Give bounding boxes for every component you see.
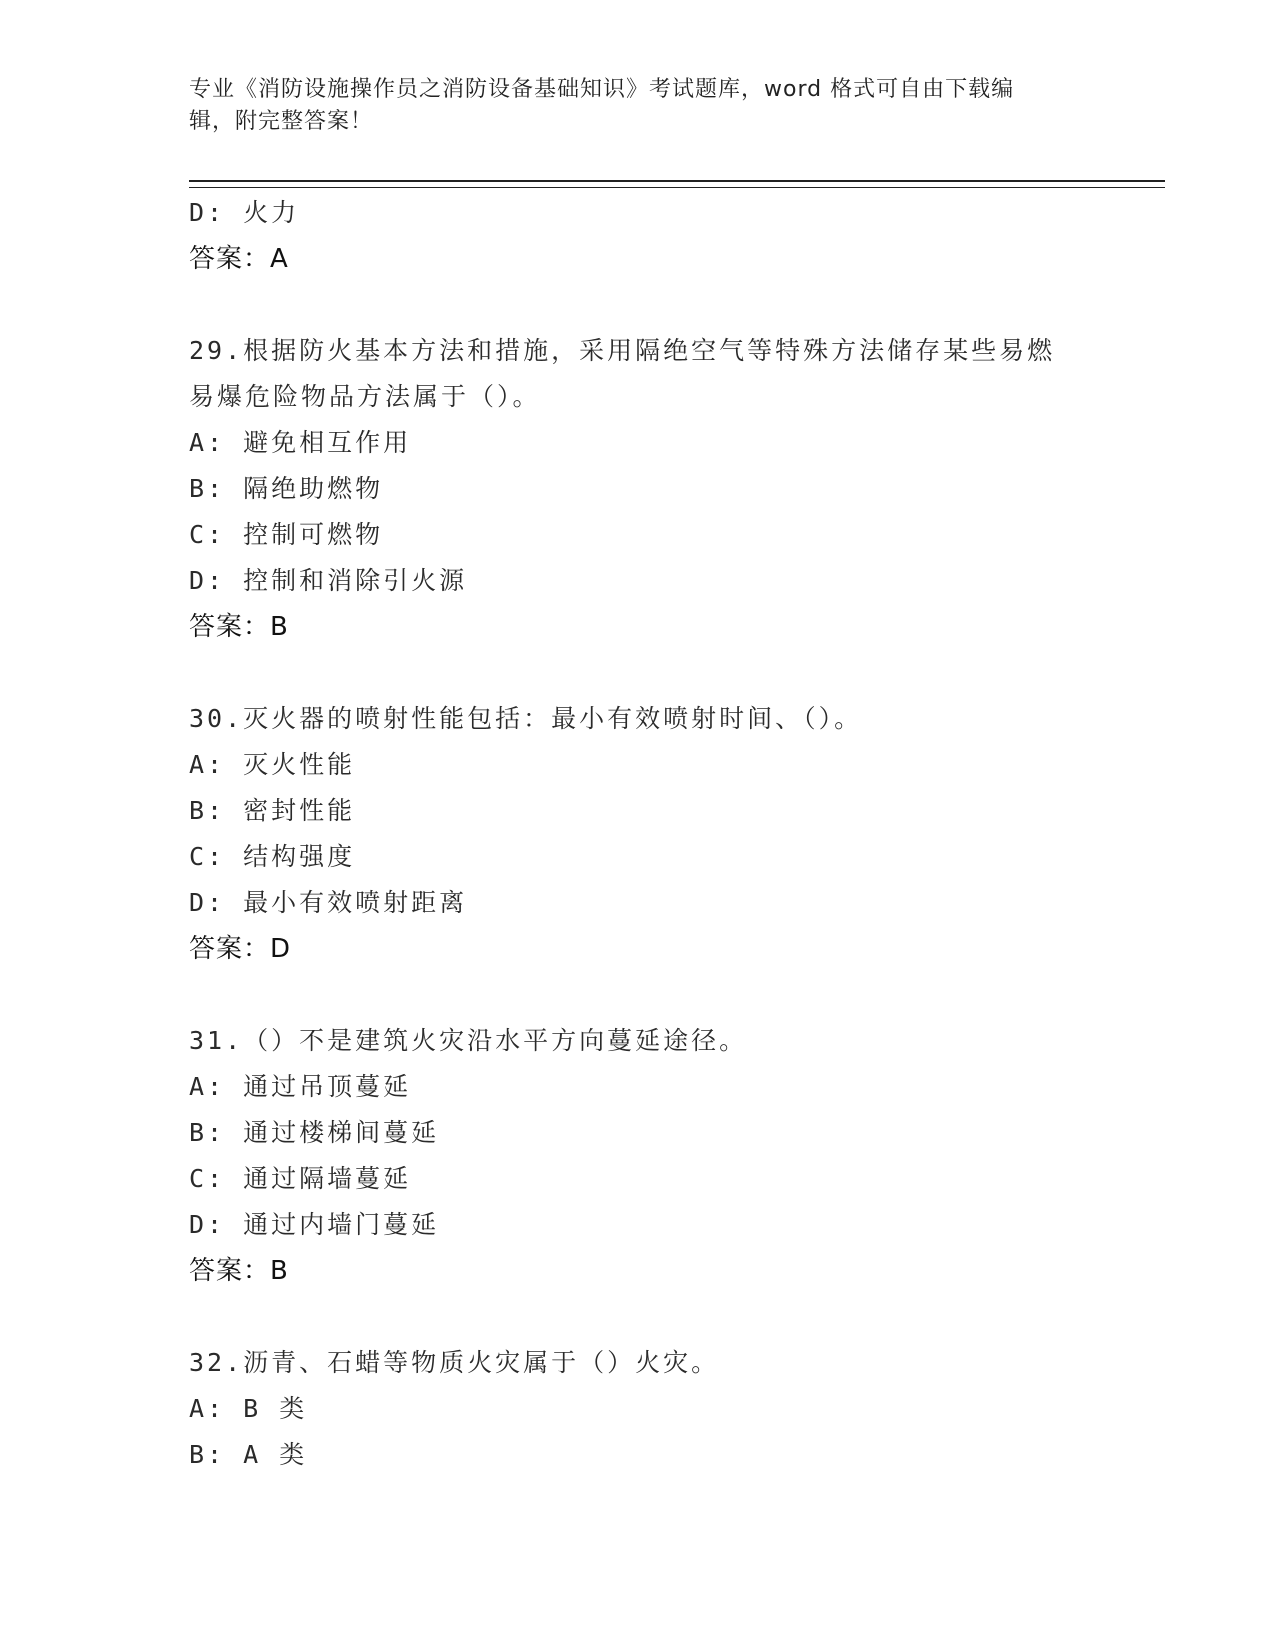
question-stem-continued: 易爆危险物品方法属于（）。 [189,382,541,411]
option-b: B: 密封性能 [189,796,356,825]
previous-question-tail [189,190,1089,282]
document-header [189,74,1069,138]
option-c: C: 控制可燃物 [189,520,384,549]
option-d: D: 火力 [189,198,300,227]
question-stem: 32.沥青、石蜡等物质火灾属于（）火灾。 [189,1348,720,1377]
question-stem: 31.（）不是建筑火灾沿水平方向蔓延途径。 [189,1026,748,1055]
question-list [189,190,1089,1478]
option-c: C: 通过隔墙蔓延 [189,1164,412,1193]
option-b: B: A 类 [189,1440,308,1469]
question-31 [189,1018,1089,1294]
answer: 答案：B [189,612,289,642]
option-d: D: 控制和消除引火源 [189,566,468,595]
question-stem: 29.根据防火基本方法和措施，采用隔绝空气等特殊方法储存某些易燃 [189,336,1056,365]
option-b: B: 隔绝助燃物 [189,474,384,503]
option-d: D: 通过内墙门蔓延 [189,1210,440,1239]
option-a: A: 避免相互作用 [189,428,412,457]
option-c: C: 结构强度 [189,842,356,871]
option-a: A: 通过吊顶蔓延 [189,1072,412,1101]
answer: 答案：D [189,934,292,964]
question-30 [189,696,1089,972]
option-a: A: 灭火性能 [189,750,356,779]
option-b: B: 通过楼梯间蔓延 [189,1118,440,1147]
header-divider [189,180,1165,188]
question-29 [189,328,1089,650]
answer: 答案：B [189,1256,289,1286]
header-line-2: 辑，附完整答案！ [189,109,374,134]
header-line-1: 专业《消防设施操作员之消防设备基础知识》考试题库，word 格式可自由下载编 [189,77,1015,102]
option-d: D: 最小有效喷射距离 [189,888,468,917]
option-a: A: B 类 [189,1394,308,1423]
question-stem: 30.灭火器的喷射性能包括：最小有效喷射时间、（）。 [189,704,863,733]
answer: 答案：A [189,244,289,274]
question-32 [189,1340,1089,1478]
